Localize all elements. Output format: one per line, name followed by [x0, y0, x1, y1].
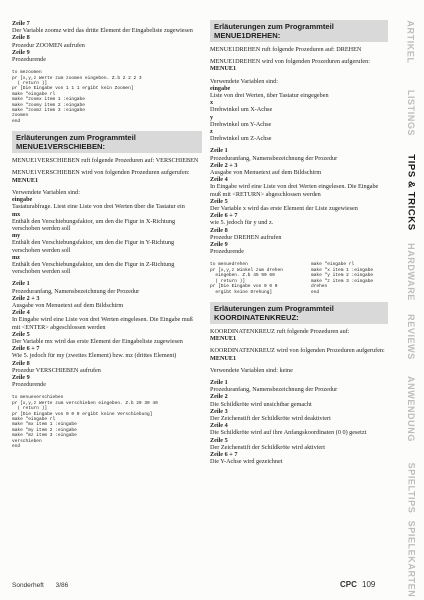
- paragraph-text: Verwendete Variablen sind: keine: [210, 366, 293, 374]
- code-listing-part-1: [210, 262, 305, 294]
- paragraph-text: Prozedurende: [210, 248, 245, 256]
- paragraph-text: wie 5. jedoch für y und z.: [210, 219, 274, 227]
- paragraph-label: Zeile 5: [12, 330, 30, 338]
- paragraph-label: Zeile 6 + 7: [12, 345, 40, 353]
- section-tab: [400, 366, 422, 452]
- paragraph-text: MENUE1VERSCHIEBEN wird von folgenden Prozeduren aufgerufen:: [12, 169, 190, 177]
- left-column: [12, 0, 202, 449]
- section-tab: [400, 236, 422, 308]
- paragraph-label: Zeile 2 + 3: [210, 161, 238, 169]
- paragraph-text: Prozeduranfang, Namensbezeichnung der Prozedur: [210, 386, 338, 394]
- paragraph-text: Der Variable x wird das erste Element der Liste zugewiesen: [210, 205, 358, 213]
- right-section-body-koordinatenkreuz: [210, 328, 388, 465]
- section-heading-menue1drehen: Erläuterungen zum Programmteil MENUE1DREHEN:: [210, 20, 388, 42]
- paragraph-label: Zeile 9: [210, 241, 228, 249]
- paragraph-text: In Eingabe wird eine Liste von drei Werten eingelesen. Die Eingabe muß mit <ENTER> abgeschlossen werden: [12, 316, 193, 331]
- code-listing-menuezoomen: [12, 70, 202, 124]
- code-line: eingeben. Z.b 45 90 60: [210, 273, 275, 279]
- section-tab-label: ARTIKEL: [406, 20, 417, 64]
- code-line: ( return )]: [12, 406, 48, 412]
- paragraph-label: Zeile 2: [210, 393, 228, 401]
- code-listing-menuedrehen: [210, 262, 388, 294]
- paragraph-text: Der Variable mx wird das erste Element der Eingabeliste zugewiesen: [12, 337, 183, 345]
- paragraph-text: Verwendete Variablen sind:: [12, 188, 80, 196]
- paragraph-label: z: [210, 128, 213, 136]
- paragraph-text: Drehwinkel um X-Achse: [210, 106, 273, 114]
- paragraph-label: Zeile 8: [210, 226, 228, 234]
- code-line: make "mx item 1 :eingabe: [12, 422, 77, 428]
- right-section-body-drehen: [210, 46, 388, 255]
- paragraph-label: mz: [12, 253, 20, 261]
- section-tab-label: LISTINGS: [406, 89, 416, 137]
- code-line: make "y item 2 :eingabe: [311, 273, 374, 279]
- paragraph-text: Drehwinkel um Y-Achse: [210, 120, 272, 128]
- code-line: pr [x,y,z Werte zum zoomen eingeben. Z.b 2 2 2 3: [12, 75, 142, 81]
- paragraph-label: Zeile 8: [12, 359, 30, 367]
- section-tab: [400, 520, 422, 598]
- paragraph-text: Wie 5. jedoch für my (zweites Element) bzw. mz (drittes Element): [12, 352, 177, 360]
- code-line: make "x item 1 :eingabe: [311, 267, 374, 273]
- paragraph-text: Prozedur DREHEN aufrufen: [210, 233, 282, 241]
- paragraph-text: Liste von drei Werten, über Tastatur eingegeben: [210, 92, 329, 100]
- paragraph-label: y: [210, 113, 214, 121]
- paragraph-text: Die Y-Achse wird gezeichnet: [210, 458, 283, 466]
- code-line: make "zoomy item 2 :eingabe: [12, 102, 85, 108]
- paragraph-text: Enthält den Verschiebungsfaktor, um den die Figur in X-Richtung verschoben werden soll: [12, 217, 176, 232]
- paragraph-label: Zeile 5: [210, 197, 228, 205]
- code-line: make "eingabe rl: [12, 417, 56, 422]
- section-tab: [400, 452, 422, 524]
- paragraph-label: Zeile 1: [210, 147, 228, 155]
- section-tab-label: REVIEWS: [406, 314, 416, 360]
- paragraph-label: MENUE1: [210, 354, 237, 362]
- code-line: pr [x,y,z Winkel zum drehen: [210, 267, 283, 273]
- section-tab: [400, 148, 422, 236]
- paragraph-text: Enthält den Verschiebungsfaktor, um den die Figur in Y-Richtung verschoben werden soll: [12, 239, 175, 254]
- section-heading-menue1verschieben: Erläuterungen zum Programmteil MENUE1VERSCHIEBEN:: [12, 131, 202, 153]
- paragraph-label: x: [210, 99, 214, 107]
- paragraph-text: KOORDINATENKREUZ ruft folgende Prozeduren auf:: [210, 327, 350, 335]
- code-line: make "eingabe rl: [311, 262, 355, 268]
- code-line: make "z item 3 :eingabe: [311, 278, 374, 284]
- section-heading-koordinatenkreuz: Erläuterungen zum Programmteil KOORDINATENKREUZ:: [210, 302, 388, 324]
- code-line: ( return )]: [12, 81, 48, 87]
- left-intro-text: [12, 20, 202, 63]
- section-tab-label: SPIELTIPS: [406, 462, 416, 514]
- paragraph-text: Der Variable zoomz wird das dritte Element der Eingabeliste zugewiesen: [12, 27, 193, 35]
- code-line: make "zoomz item 3 :eingabe: [12, 108, 85, 114]
- section-tab: [400, 6, 422, 78]
- paragraph-text: Prozeduranfang, Namensbezeichnung der Prozedur: [210, 154, 338, 162]
- code-line: to mezoomen: [12, 70, 42, 76]
- code-line: pr [Die Eingabe von 1 1 1 ergibt kein Zoomen]: [12, 86, 134, 92]
- section-tab: [400, 78, 422, 148]
- paragraph-label: Zeile 4: [210, 176, 228, 184]
- paragraph-label: MENUE1: [210, 65, 237, 73]
- code-line: make "my item 2 :eingabe: [12, 427, 77, 433]
- paragraph-label: Zeile 9: [12, 373, 30, 381]
- page-number: 109: [362, 580, 376, 589]
- code-line: end: [12, 444, 21, 450]
- paragraph-text: Prozeduranfang, Namensbezeichnung der Prozedur: [12, 287, 140, 295]
- paragraph-label: Zeile 3: [210, 407, 228, 415]
- section-tab-label: TIPS & TRICKS: [405, 153, 417, 231]
- code-line: ergibt keine Drehung]: [210, 289, 273, 295]
- code-line: verschieben: [12, 438, 42, 444]
- paragraph-label: my: [12, 232, 21, 240]
- paragraph-text: Tastaturabfrage. Liest eine Liste von drei Werten über die Tastatur ein: [12, 203, 185, 211]
- footer-publication: Sonderheft: [12, 582, 44, 589]
- code-line: end: [311, 289, 320, 295]
- paragraph-text: Der Zeichenstift der Schildkröte wird deaktiviert: [210, 414, 331, 422]
- code-line: zoomen: [12, 113, 29, 119]
- paragraph-text: In Eingabe wird eine Liste von drei Werten eingelesen. Die Eingabe muß mit <RETURN> abgeschlossen werden: [210, 183, 379, 198]
- code-line: end: [12, 118, 21, 124]
- paragraph-label: Zeile 7: [12, 20, 30, 27]
- paragraph-text: Drehwinkel um Z-Achse: [210, 135, 272, 143]
- code-line: make "mz item 3 :eingabe: [12, 433, 77, 439]
- code-line: make "eingabe rl: [12, 91, 56, 97]
- paragraph-text: Die Schildkröte wird unsichtbar gemacht: [210, 400, 312, 408]
- paragraph-text: Ausgabe von Menuetext auf dem Bildschirm: [12, 301, 124, 309]
- paragraph-label: Zeile 4: [12, 309, 30, 317]
- section-tab-label: ANWENDUNG: [406, 376, 416, 442]
- code-listing-menueverschieben: [12, 395, 202, 449]
- paragraph-label: Zeile 8: [12, 34, 30, 42]
- paragraph-label: eingabe: [12, 196, 33, 204]
- right-column: [210, 0, 388, 465]
- section-tab-label: HARDWARE: [406, 243, 416, 301]
- footer-left: [12, 582, 68, 589]
- code-line: make "zoomx item 1 :eingabe: [12, 97, 85, 103]
- paragraph-text: MENUE1DREHEN ruft folgende Prozeduren auf: DREHEN: [210, 46, 362, 53]
- paragraph-label: Zeile 1: [210, 378, 228, 386]
- code-line: to menuedrehen: [210, 262, 248, 268]
- code-line: pr [x,y,z Werte zum verschieben eingeben. Z.b 20 30 40: [12, 400, 158, 406]
- code-line: pr [Die Eingabe von 0 0 0 ergibt keine Verschiebung]: [12, 411, 153, 417]
- paragraph-label: mx: [12, 210, 21, 218]
- paragraph-label: Zeile 1: [12, 280, 30, 288]
- footer-issue: 3/86: [55, 582, 69, 589]
- paragraph-label: Zeile 6 + 7: [210, 450, 238, 458]
- paragraph-text: MENUE1DREHEN wird von folgenden Prozeduren aufgerufen:: [210, 58, 370, 66]
- section-tab-label: SPIELEKARTEN: [406, 520, 416, 598]
- paragraph-text: Der Zeichenstift der Schildkröte wird aktiviert: [210, 443, 325, 451]
- paragraph-text: Verwendete Variablen sind:: [210, 77, 278, 85]
- paragraph-text: Enthält den Verschiebungsfaktor, um den die Figur in Z-Richtung verschoben werden soll: [12, 260, 175, 276]
- paragraph-label: Zeile 6 + 7: [210, 212, 238, 220]
- paragraph-label: MENUE1: [210, 335, 237, 343]
- section-tab: [400, 308, 422, 366]
- paragraph-label: Zeile 9: [12, 48, 30, 56]
- paragraph-label: Zeile 4: [210, 422, 228, 430]
- paragraph-text: KOORDINATENKREUZ wird von folgenden Prozeduren aufgerufen:: [210, 347, 385, 355]
- paragraph-text: Prozedurende: [12, 56, 47, 64]
- left-section-body: [12, 157, 202, 388]
- paragraph-text: Ausgabe von Menuetext auf dem Bildschirm: [210, 169, 322, 177]
- footer-brand: CPC: [340, 580, 357, 589]
- code-line: ( return )]: [210, 278, 246, 284]
- paragraph-text: Prozedur ZOOMEN aufrufen: [12, 41, 85, 49]
- paragraph-label: MENUE1: [12, 176, 39, 184]
- code-line: drehen: [311, 284, 328, 290]
- section-index-sidebar: [397, 0, 424, 600]
- paragraph-label: eingabe: [210, 84, 231, 92]
- paragraph-text: MENUE1VERSCHIEBEN ruft folgende Prozeduren auf: VERSCHIEBEN: [12, 157, 199, 165]
- paragraph-text: Die Schildkröte wird auf ihre Anfangskoordinaten (0 0) gesetzt: [210, 429, 367, 437]
- paragraph-text: Prozedur VERSCHIEBEN aufrufen: [12, 366, 101, 374]
- code-line: to menueverschieben: [12, 395, 64, 401]
- paragraph-label: Zeile 5: [210, 436, 228, 444]
- paragraph-text: Prozedurende: [12, 381, 47, 389]
- code-listing-part-2: [311, 262, 373, 294]
- code-line: pr [Die Eingabe von 0 0 0: [210, 284, 278, 290]
- paragraph-label: Zeile 2 + 3: [12, 294, 40, 302]
